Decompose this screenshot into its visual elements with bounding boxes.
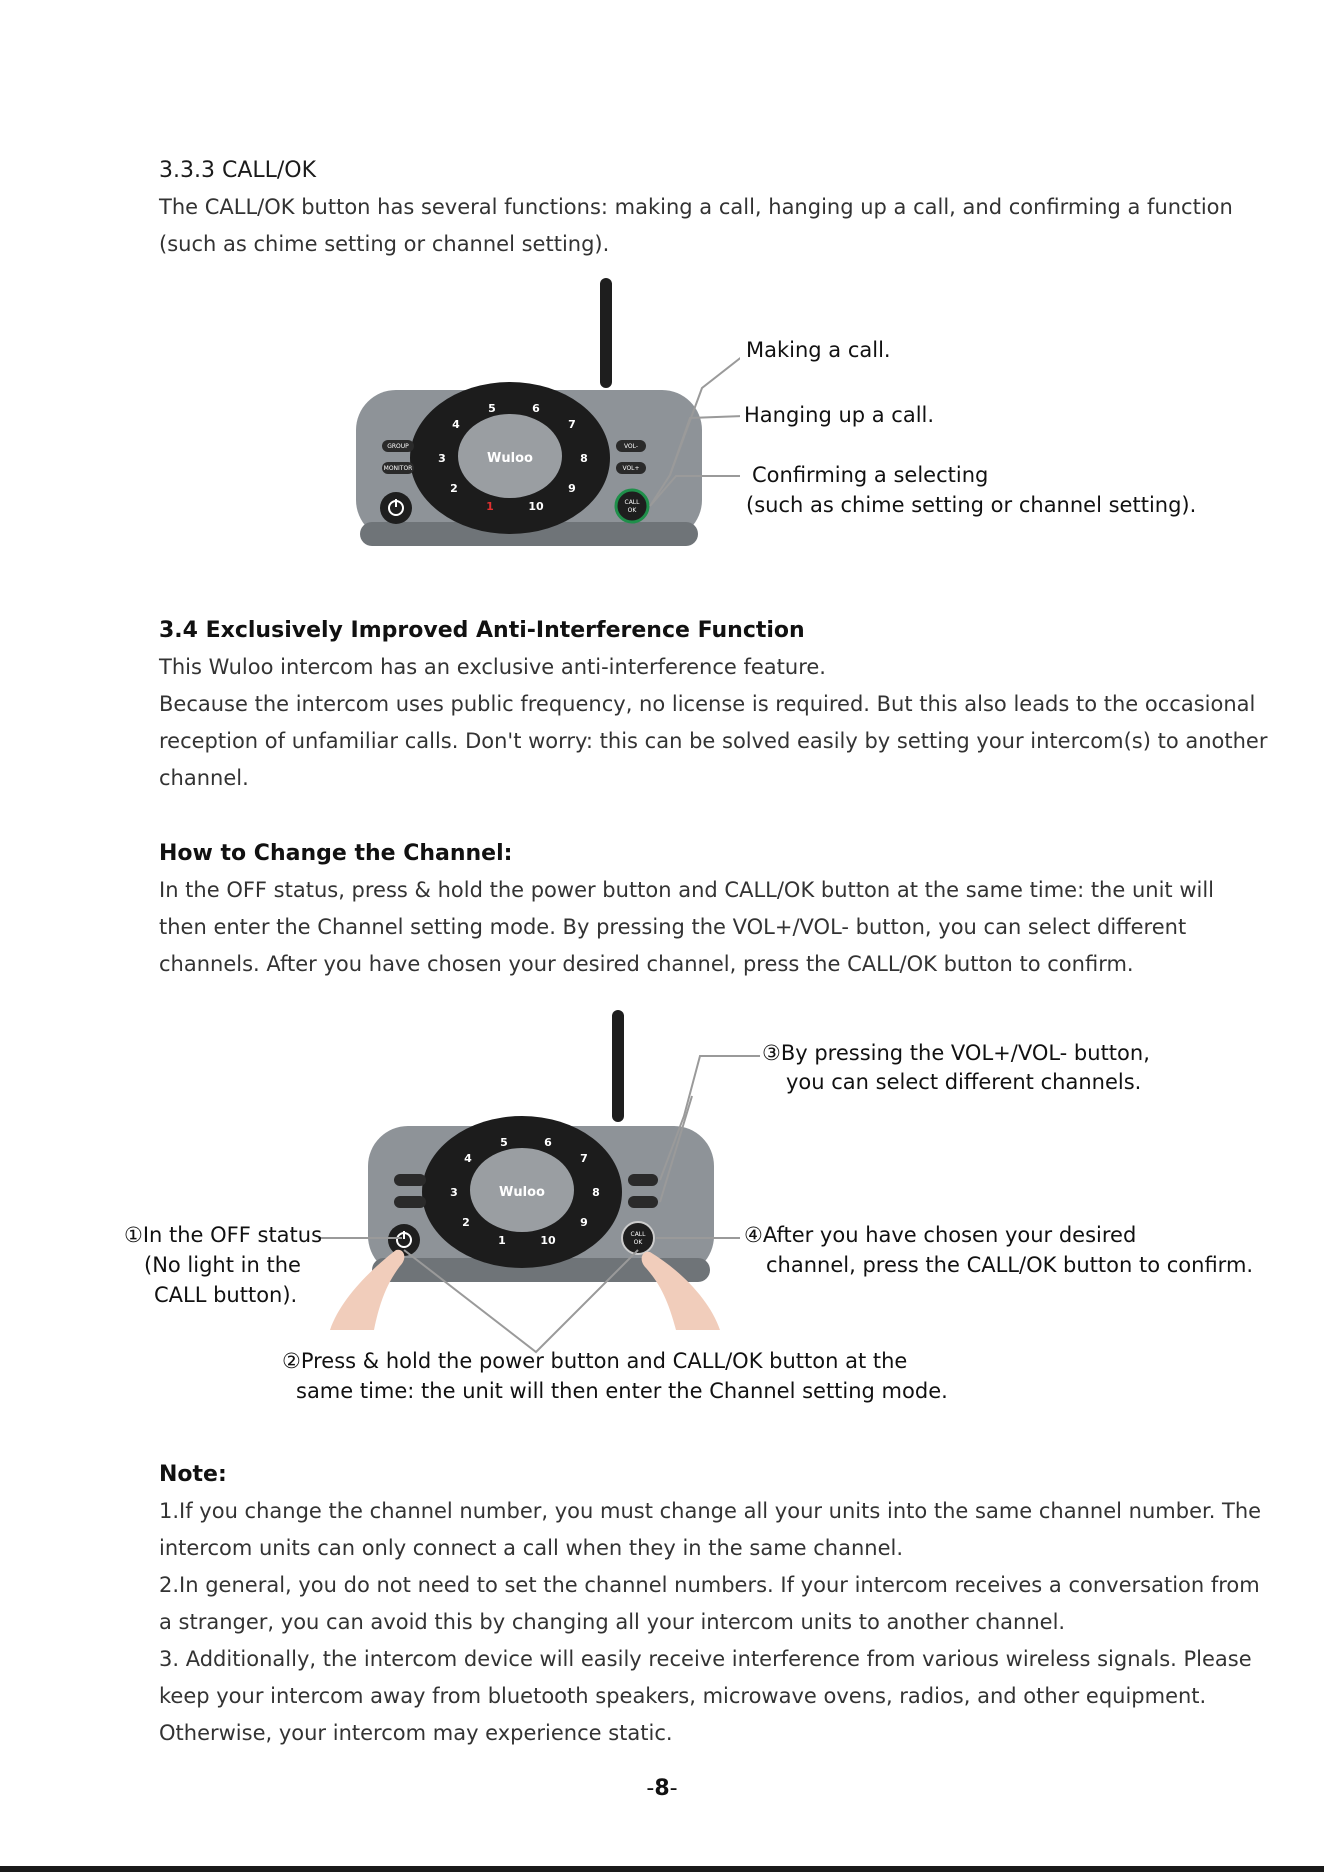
monitor-button-label: MONITOR: [383, 465, 413, 472]
antenna-icon: [612, 1010, 624, 1122]
callout-line: CALL button).: [154, 1283, 298, 1307]
group-button-label: GROUP: [387, 443, 409, 450]
paragraph-line: Because the intercom uses public frequency, no license is required. But this also leads to the occasional: [159, 692, 1256, 716]
how-to-heading: How to Change the Channel:: [159, 841, 513, 866]
section-heading-34: 3.4 Exclusively Improved Anti-Interference Function: [159, 618, 805, 643]
paragraph-line: reception of unfamiliar calls. Don't worry: this can be solved easily by setting your intercom(s) to another: [159, 729, 1268, 753]
svg-text:7: 7: [580, 1152, 588, 1165]
antenna-icon: [600, 278, 612, 388]
callout-confirming: [746, 490, 1196, 520]
paragraph-line: Otherwise, your intercom may experience static.: [159, 1721, 673, 1745]
callout-line: ④After you have chosen your desired: [744, 1223, 1137, 1247]
svg-text:10: 10: [540, 1234, 556, 1247]
brand-label: Wuloo: [487, 451, 533, 466]
callout-line: (No light in the: [144, 1253, 301, 1277]
bottom-rule: [0, 1866, 1324, 1872]
svg-text:1: 1: [498, 1234, 506, 1247]
callout-step-2: [296, 1376, 948, 1406]
svg-text:5: 5: [500, 1136, 508, 1149]
svg-text:CALL: CALL: [630, 1231, 646, 1238]
callout-line: channel, press the CALL/OK button to confirm.: [766, 1253, 1254, 1277]
callout-line: ③By pressing the VOL+/VOL- button,: [762, 1041, 1150, 1065]
paragraph-line: keep your intercom away from bluetooth speakers, microwave ovens, radios, and other equipment.: [159, 1684, 1207, 1708]
paragraph-line: then enter the Channel setting mode. By pressing the VOL+/VOL- button, you can select different: [159, 915, 1187, 939]
paragraph-line: channels. After you have chosen your desired channel, press the CALL/OK button to confirm.: [159, 952, 1134, 976]
svg-text:OK: OK: [627, 507, 637, 514]
key-4: 4: [452, 418, 460, 431]
svg-text:8: 8: [592, 1186, 600, 1199]
callout-making-call: Making a call.: [746, 338, 891, 362]
section-heading-333: 3.3.3 CALL/OK: [159, 158, 317, 183]
page-number: -8-: [646, 1776, 678, 1801]
hand-left-icon: [330, 1250, 404, 1330]
paragraph-line: channel.: [159, 766, 249, 790]
key-5: 5: [488, 402, 496, 415]
paragraph-line: In the OFF status, press & hold the power button and CALL/OK button at the same time: the unit will: [159, 878, 1215, 902]
callout-step-3: [762, 1038, 1150, 1068]
vol-minus-label: VOL-: [623, 443, 639, 450]
callout-step-1: [154, 1280, 297, 1310]
paragraph-line: a stranger, you can avoid this by changing all your intercom units to another channel.: [159, 1610, 1066, 1634]
note-heading: Note:: [159, 1462, 227, 1487]
intercom-figure-1: [340, 270, 740, 580]
svg-text:CALL: CALL: [624, 499, 640, 506]
callout-line: (such as chime setting or channel setting).: [746, 493, 1197, 517]
key-7: 7: [568, 418, 576, 431]
key-2: 2: [450, 482, 458, 495]
call-ok-button: [616, 490, 648, 522]
callout-step-1: [124, 1220, 322, 1250]
callout-line: ①In the OFF status: [124, 1223, 323, 1247]
svg-text:4: 4: [464, 1152, 472, 1165]
key-9: 9: [568, 482, 576, 495]
svg-text:3: 3: [450, 1186, 458, 1199]
paragraph-line: This Wuloo intercom has an exclusive anti-interference feature.: [159, 655, 826, 679]
vol-plus-label: VOL+: [622, 465, 640, 472]
key-1: 1: [486, 500, 494, 513]
paragraph-line: The CALL/OK button has several functions: making a call, hanging up a call, and confirming a function: [159, 195, 1233, 219]
svg-text:OK: OK: [633, 1239, 643, 1246]
callout-step-2: [282, 1346, 907, 1376]
svg-text:9: 9: [580, 1216, 588, 1229]
key-8: 8: [580, 452, 588, 465]
paragraph-line: 3. Additionally, the intercom device will easily receive interference from various wireless signals. Please: [159, 1647, 1252, 1671]
callout-step-3: [786, 1067, 1141, 1097]
key-3: 3: [438, 452, 446, 465]
callout-line: you can select different channels.: [786, 1070, 1142, 1094]
callout-step-1: [144, 1250, 301, 1280]
callout-confirming: [752, 460, 988, 490]
brand-label: Wuloo: [499, 1185, 545, 1200]
paragraph-line: 1.If you change the channel number, you must change all your units into the same channel number. The: [159, 1499, 1262, 1523]
callout-line: Confirming a selecting: [752, 463, 989, 487]
callout-step-4: [744, 1220, 1136, 1250]
callout-line: same time: the unit will then enter the Channel setting mode.: [296, 1379, 948, 1403]
callout-line: ②Press & hold the power button and CALL/OK button at the: [282, 1349, 908, 1373]
svg-text:6: 6: [544, 1136, 552, 1149]
intercom-figure-2: [300, 1000, 760, 1360]
power-button: [380, 492, 412, 524]
callout-hanging-up: Hanging up a call.: [744, 403, 935, 427]
paragraph-line: intercom units can only connect a call when they in the same channel.: [159, 1536, 904, 1560]
svg-text:2: 2: [462, 1216, 470, 1229]
call-ok-button: [622, 1222, 654, 1254]
key-10: 10: [528, 500, 544, 513]
key-6: 6: [532, 402, 540, 415]
paragraph-line: (such as chime setting or channel setting).: [159, 232, 610, 256]
paragraph-line: 2.In general, you do not need to set the channel numbers. If your intercom receives a conversation from: [159, 1573, 1260, 1597]
callout-step-4: [766, 1250, 1253, 1280]
